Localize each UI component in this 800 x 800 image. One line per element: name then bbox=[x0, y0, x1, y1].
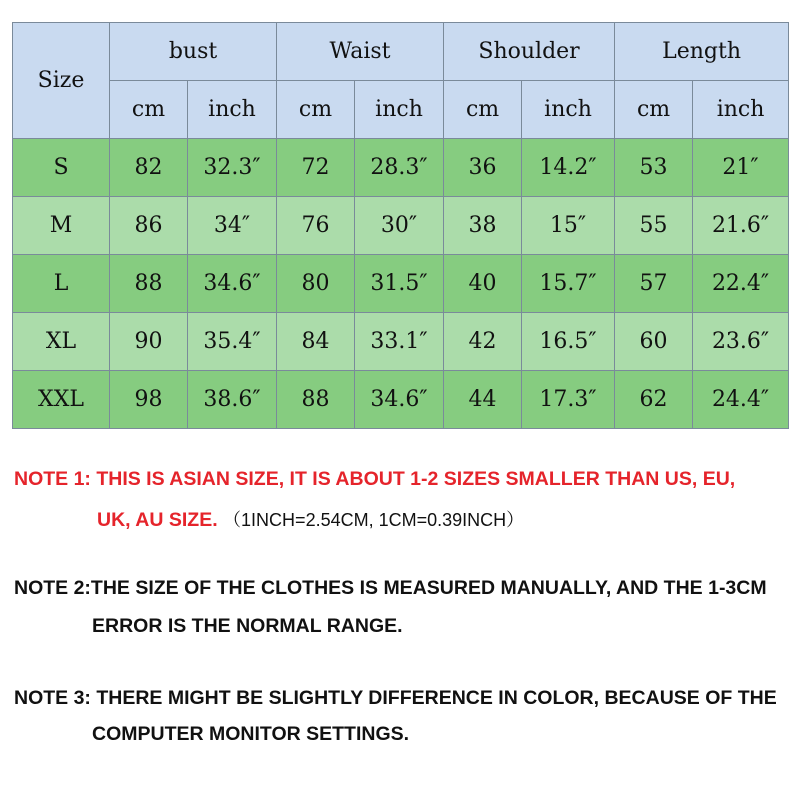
note-2-line-2: ERROR IS THE NORMAL RANGE. bbox=[92, 615, 403, 637]
size-label-cell: S bbox=[13, 139, 110, 197]
measurement-cell: 88 bbox=[110, 255, 188, 313]
measurement-cell: 40 bbox=[444, 255, 522, 313]
measurement-cell: 23.6″ bbox=[693, 313, 789, 371]
table-row bbox=[13, 139, 789, 197]
measurement-cell: 21.6″ bbox=[693, 197, 789, 255]
group-header-length: Length bbox=[615, 23, 789, 81]
unit-header: cm bbox=[277, 81, 355, 139]
size-label-cell: L bbox=[13, 255, 110, 313]
measurement-cell: 72 bbox=[277, 139, 355, 197]
measurement-cell: 34.6″ bbox=[355, 371, 444, 429]
measurement-cell: 60 bbox=[615, 313, 693, 371]
note-3-line-1: NOTE 3: THERE MIGHT BE SLIGHTLY DIFFERENCE IN COLOR, BECAUSE OF THE bbox=[14, 687, 777, 709]
size-header: Size bbox=[13, 23, 110, 139]
header-row-units bbox=[13, 81, 789, 139]
unit-header: inch bbox=[522, 81, 615, 139]
measurement-cell: 57 bbox=[615, 255, 693, 313]
header-row-groups bbox=[13, 23, 789, 81]
measurement-cell: 30″ bbox=[355, 197, 444, 255]
measurement-cell: 42 bbox=[444, 313, 522, 371]
measurement-cell: 44 bbox=[444, 371, 522, 429]
note-3-line-2: COMPUTER MONITOR SETTINGS. bbox=[92, 723, 410, 745]
measurement-cell: 82 bbox=[110, 139, 188, 197]
measurement-cell: 31.5″ bbox=[355, 255, 444, 313]
unit-header: inch bbox=[188, 81, 277, 139]
note-1-conversion: （1INCH=2.54CM, 1CM=0.39INCH） bbox=[223, 510, 525, 530]
measurement-cell: 24.4″ bbox=[693, 371, 789, 429]
unit-header: inch bbox=[355, 81, 444, 139]
measurement-cell: 55 bbox=[615, 197, 693, 255]
measurement-cell: 28.3″ bbox=[355, 139, 444, 197]
table-row bbox=[13, 371, 789, 429]
measurement-cell: 88 bbox=[277, 371, 355, 429]
measurement-cell: 84 bbox=[277, 313, 355, 371]
measurement-cell: 80 bbox=[277, 255, 355, 313]
table-row bbox=[13, 255, 789, 313]
unit-header: cm bbox=[110, 81, 188, 139]
note-1-region-text: UK, AU SIZE. bbox=[97, 509, 218, 531]
size-label-cell: XXL bbox=[13, 371, 110, 429]
measurement-cell: 90 bbox=[110, 313, 188, 371]
unit-header: inch bbox=[693, 81, 789, 139]
unit-header: cm bbox=[615, 81, 693, 139]
measurement-cell: 32.3″ bbox=[188, 139, 277, 197]
measurement-cell: 15″ bbox=[522, 197, 615, 255]
measurement-cell: 15.7″ bbox=[522, 255, 615, 313]
measurement-cell: 16.5″ bbox=[522, 313, 615, 371]
group-header-bust: bust bbox=[110, 23, 277, 81]
measurement-cell: 34.6″ bbox=[188, 255, 277, 313]
measurement-cell: 33.1″ bbox=[355, 313, 444, 371]
size-label-cell: M bbox=[13, 197, 110, 255]
size-chart-table bbox=[12, 22, 789, 429]
measurement-cell: 76 bbox=[277, 197, 355, 255]
measurement-cell: 14.2″ bbox=[522, 139, 615, 197]
unit-header: cm bbox=[444, 81, 522, 139]
measurement-cell: 17.3″ bbox=[522, 371, 615, 429]
measurement-cell: 21″ bbox=[693, 139, 789, 197]
note-1-line-2 bbox=[97, 506, 524, 532]
group-header-shoulder: Shoulder bbox=[444, 23, 615, 81]
measurement-cell: 98 bbox=[110, 371, 188, 429]
table-row bbox=[13, 197, 789, 255]
note-2-line-1: NOTE 2:THE SIZE OF THE CLOTHES IS MEASURED MANUALLY, AND THE 1-3CM bbox=[14, 577, 767, 599]
measurement-cell: 34″ bbox=[188, 197, 277, 255]
measurement-cell: 62 bbox=[615, 371, 693, 429]
measurement-cell: 53 bbox=[615, 139, 693, 197]
note-1-line-1: NOTE 1: THIS IS ASIAN SIZE, IT IS ABOUT 1-2 SIZES SMALLER THAN US, EU, bbox=[14, 468, 736, 490]
size-label-cell: XL bbox=[13, 313, 110, 371]
measurement-cell: 36 bbox=[444, 139, 522, 197]
measurement-cell: 22.4″ bbox=[693, 255, 789, 313]
size-table-body bbox=[13, 139, 789, 429]
measurement-cell: 35.4″ bbox=[188, 313, 277, 371]
measurement-cell: 38.6″ bbox=[188, 371, 277, 429]
measurement-cell: 38 bbox=[444, 197, 522, 255]
group-header-waist: Waist bbox=[277, 23, 444, 81]
table-row bbox=[13, 313, 789, 371]
measurement-cell: 86 bbox=[110, 197, 188, 255]
